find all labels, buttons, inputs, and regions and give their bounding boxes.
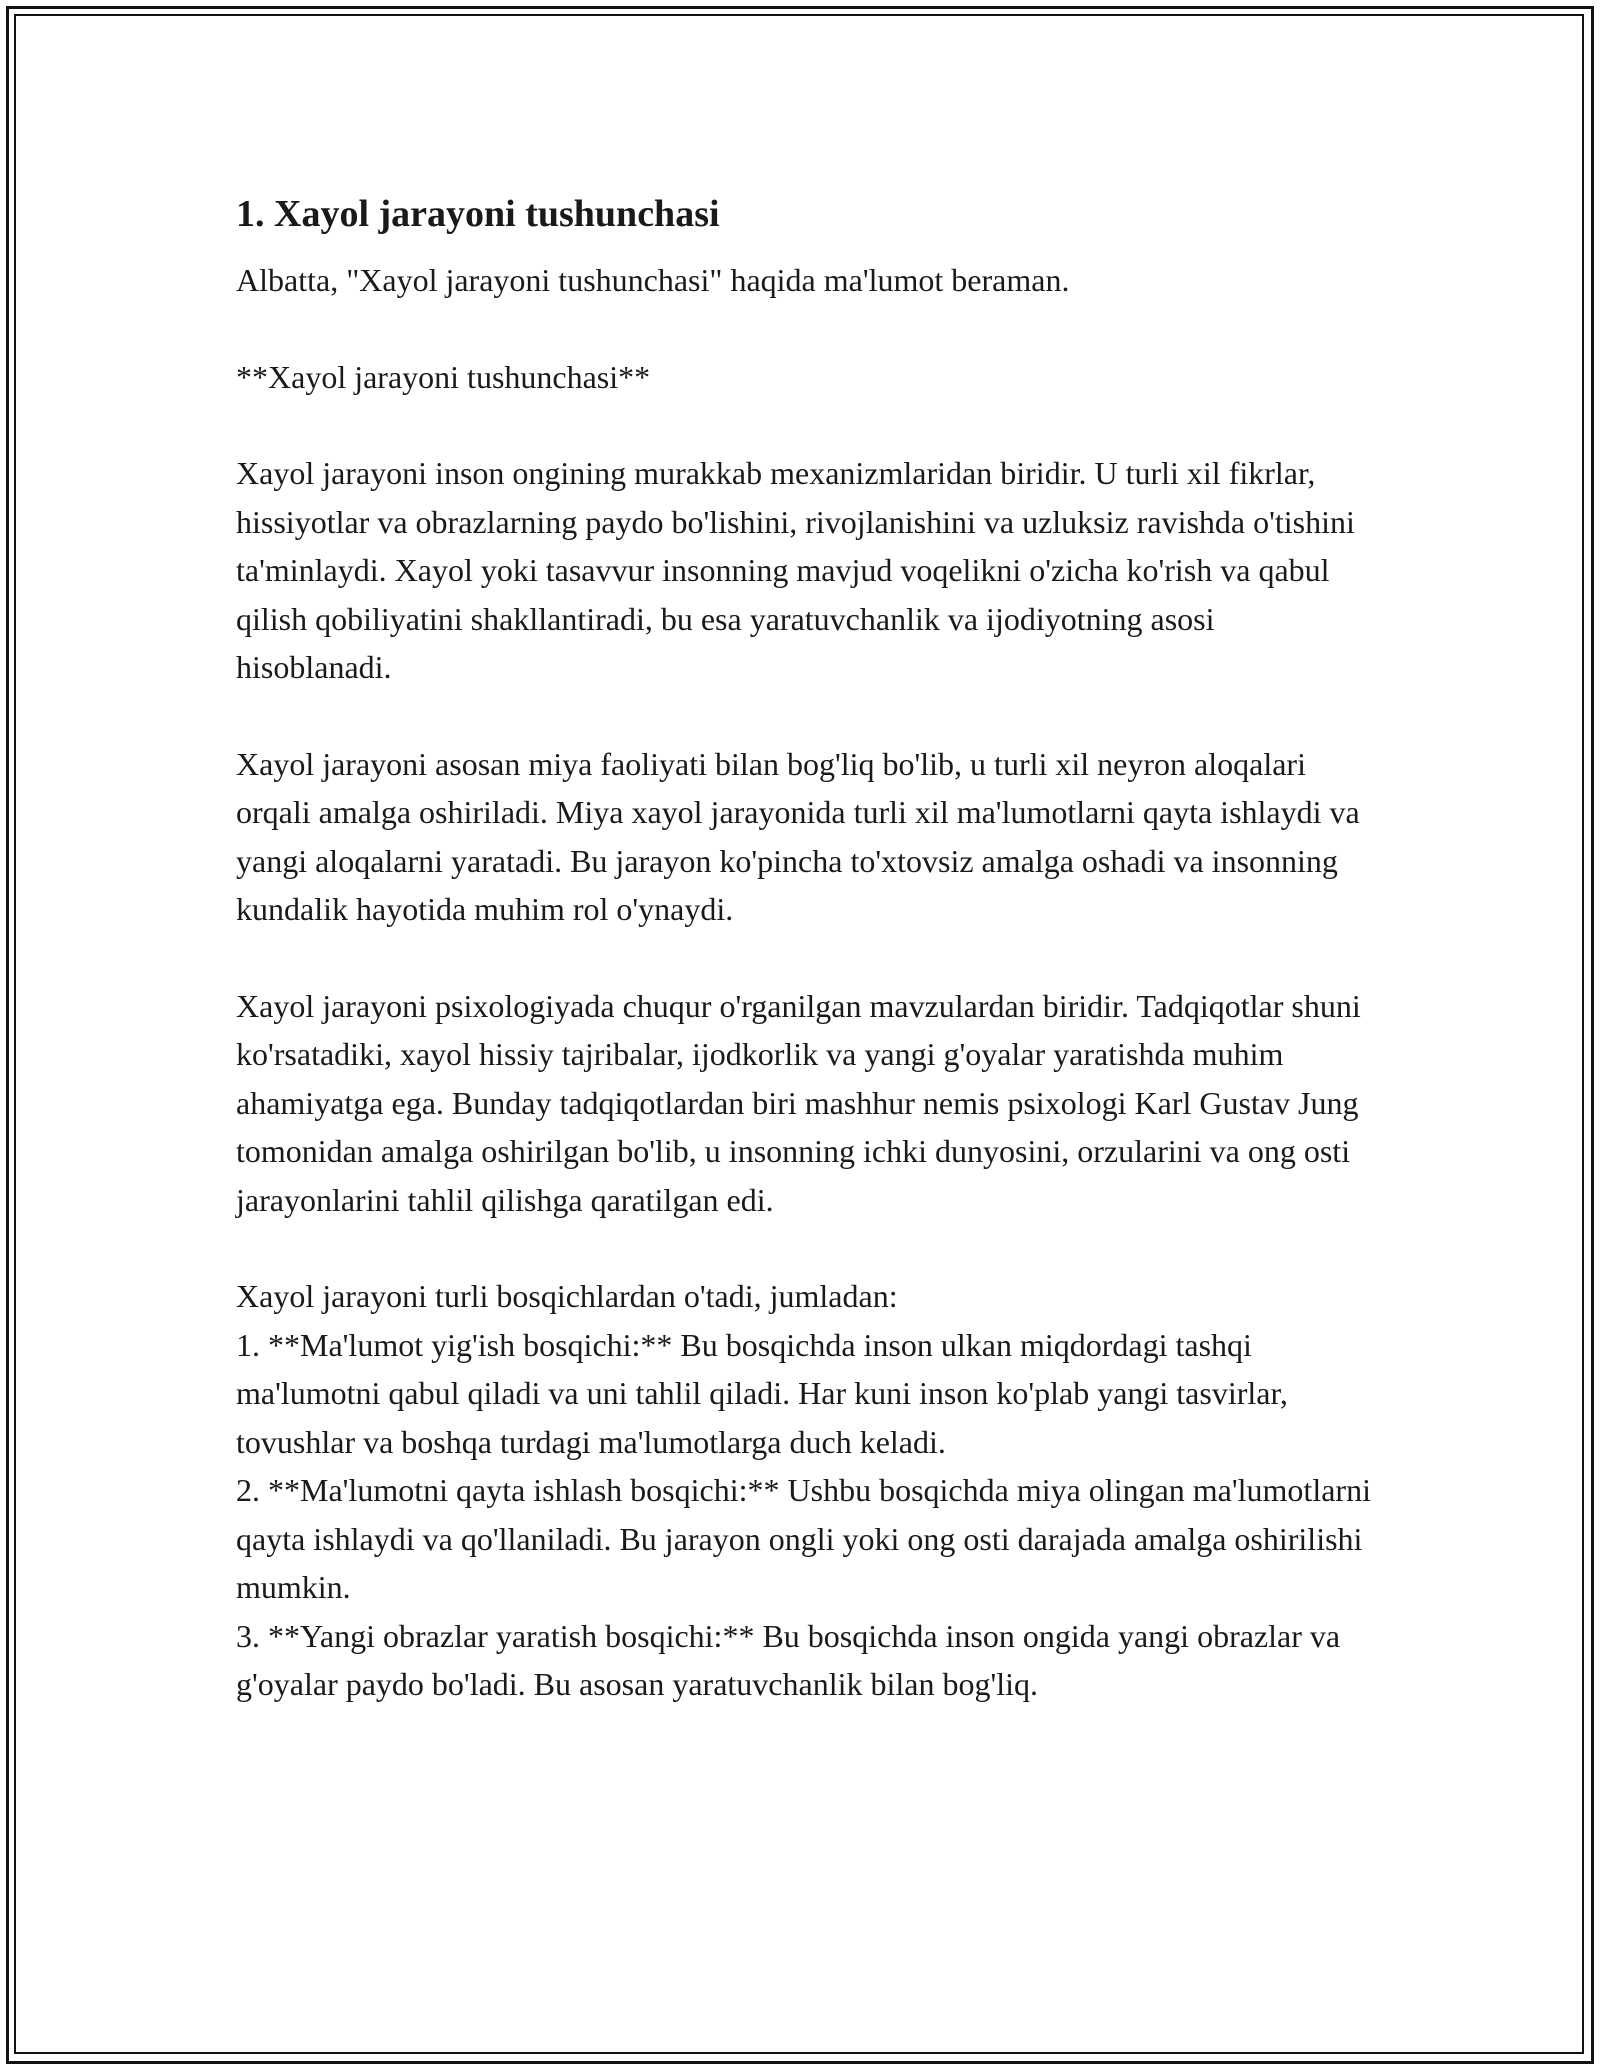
paragraph-2: Xayol jarayoni asosan miya faoliyati bilan bog'liq bo'lib, u turli xil neyron aloqalari orqali amalga oshiriladi. Miya xayol jarayonida turli xil ma'lumotlarni qayta ishlaydi va yangi aloqalarni yaratadi. Bu jarayon ko'pincha to'xtovsiz amalga oshadi va insonning kundalik hayotida muhim rol o'ynaydi. [236,745,1360,927]
document-body [236,186,1376,1709]
stages-list [236,1272,1376,1709]
intro-paragraph: Albatta, "Xayol jarayoni tushunchasi" haqida ma'lumot beraman. [236,262,1070,298]
paragraph-3: Xayol jarayoni psixologiyada chuqur o'rganilgan mavzulardan biridir. Tadqiqotlar shuni ko'rsatadiki, xayol hissiy tajribalar, ijodkorlik va yangi g'oyalar yaratishda muhim ahamiyatga ega. Bunday tadqiqotlardan biri mashhur nemis psixologi Karl Gustav Jung tomonidan amalga oshirilgan bo'lib, u insonning ichki dunyosini, orzularini va ong osti jarayonlarini tahlil qilishga qaratilgan edi. [236,987,1361,1218]
list-item-3: 3. **Yangi obrazlar yaratish bosqichi:** Bu bosqichda inson ongida yangi obrazlar va g'oyalar paydo bo'ladi. Bu asosan yaratuvchanlik bilan bog'liq. [236,1617,1341,1702]
paragraph-1: Xayol jarayoni inson ongining murakkab mexanizmlaridan biridir. U turli xil fikrlar, hissiyotlar va obrazlarning paydo bo'lishini, rivojlanishini va uzluksiz ravishda o'tishini ta'minlaydi. Xayol yoki tasavvur insonning mavjud voqelikni o'zicha ko'rish va qabul qilish qobiliyatini shakllantiradi, bu esa yaratuvchanlik va ijodiyotning asosi hisoblanadi. [236,455,1355,685]
list-item-2: 2. **Ma'lumotni qayta ishlash bosqichi:** Ushbu bosqichda miya olingan ma'lumotlarni qayta ishlaydi va qo'llaniladi. Bu jarayon ongli yoki ong osti darajada amalga oshirilishi mumkin. [236,1472,1371,1605]
list-intro: Xayol jarayoni turli bosqichlardan o'tadi, jumladan: [236,1278,898,1314]
page-title: 1. Xayol jarayoni tushunchasi [236,193,720,235]
subheading: **Xayol jarayoni tushunchasi** [236,358,651,395]
list-item-1: 1. **Ma'lumot yig'ish bosqichi:** Bu bosqichda inson ulkan miqdordagi tashqi ma'lumotni qabul qiladi va uni tahlil qiladi. Har kuni inson ko'plab yangi tasvirlar, tovushlar va boshqa turdagi ma'lumotlarga duch keladi. [236,1326,1288,1460]
